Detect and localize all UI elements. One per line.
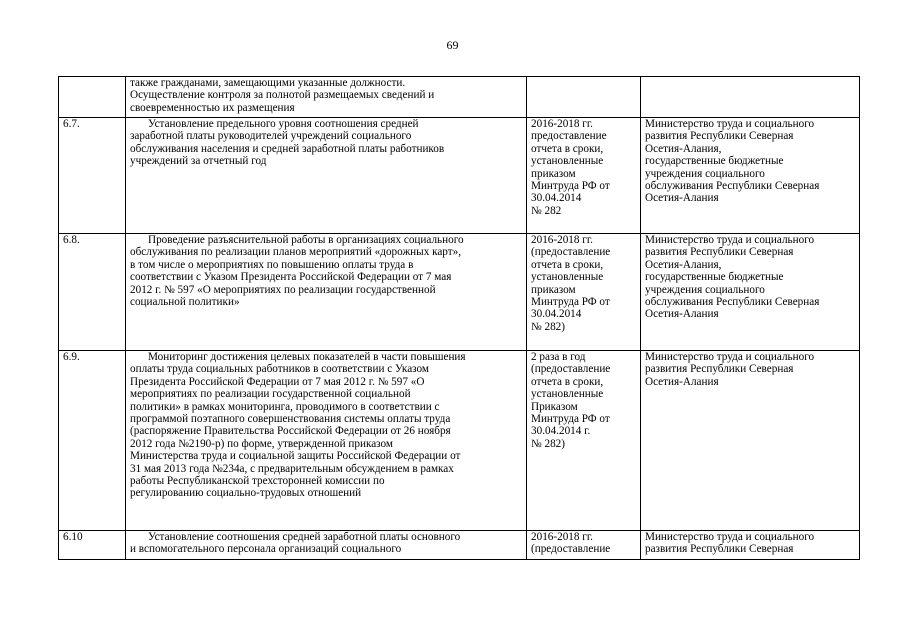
responsible-line: Осетия-Алания, (645, 142, 722, 155)
text-line: 31 мая 2013 года №234а, с предварительным обсуждением в рамках (130, 462, 454, 475)
text-line: регулированию социально-трудовых отношений (130, 487, 362, 500)
text-line: Министерства труда и социальной защиты Российской Федерации от (130, 450, 461, 463)
measures-table (58, 76, 860, 560)
text-line: и вспомогательного персонала организаций социального (130, 543, 402, 556)
table-row (59, 118, 860, 234)
text-line: Установление соотношения средней заработной платы основного (148, 531, 461, 543)
term-cell (527, 531, 641, 560)
text-line: своевременностью их размещения (130, 101, 295, 114)
text-line: обслуживания по реализации планов мероприятий «дорожных карт», (130, 246, 462, 259)
responsible-line: обслуживания Республики Северная (645, 296, 820, 309)
responsible-line: учреждения социального (645, 167, 765, 180)
text-line: заработной платы руководителей учреждений социального (130, 130, 412, 143)
term-line: 30.04.2014 (531, 192, 582, 205)
responsible-line: Министерство труда и социального (645, 531, 815, 543)
term-line: (предоставление (531, 363, 611, 376)
term-line: Минтруда РФ от (531, 296, 610, 309)
row-number-cell: 6.9. (59, 351, 126, 531)
term-cell (527, 234, 641, 351)
responsible-line: государственные бюджетные (645, 271, 784, 284)
measure-text-cell (126, 531, 527, 560)
term-line: отчета в сроки, (531, 375, 604, 388)
text-line: в том числе о мероприятиях по повышению оплаты труда в (130, 258, 414, 271)
text-line: оплаты труда социальных работников в соответствии с Указом (130, 363, 429, 376)
responsible-line: развития Республики Северная (645, 363, 794, 376)
table-row (59, 351, 860, 531)
responsible-line: государственные бюджетные (645, 155, 784, 168)
term-line: Минтруда РФ от (531, 413, 610, 426)
text-line: программой поэтапного совершенствования системы оплаты труда (130, 413, 451, 426)
term-line: приказом (531, 283, 576, 296)
text-line: Осуществление контроля за полнотой размещаемых сведений и (130, 89, 435, 102)
text-line: 2012 г. № 597 «О мероприятиях по реализации государственной (130, 283, 436, 296)
term-line: (предоставление (531, 246, 611, 259)
responsible-line: обслуживания Республики Северная (645, 180, 820, 193)
row-number-cell (59, 77, 126, 118)
row-number-cell: 6.7. (59, 118, 126, 234)
responsible-cell (641, 118, 860, 234)
responsible-line: Осетия-Алания (645, 308, 719, 321)
term-line: отчета в сроки, (531, 142, 604, 155)
text-line: Мониторинг достижения целевых показателей в части повышения (148, 351, 466, 363)
responsible-line: учреждения социального (645, 283, 765, 296)
row-number-cell: 6.10 (59, 531, 126, 560)
term-line: 2016-2018 гг. (531, 234, 593, 246)
responsible-line: развития Республики Северная (645, 130, 794, 143)
responsible-line: Осетия-Алания (645, 192, 719, 205)
responsible-line: Министерство труда и социального (645, 351, 815, 363)
term-line: установленные (531, 271, 604, 284)
term-line: Минтруда РФ от (531, 180, 610, 193)
responsible-cell (641, 234, 860, 351)
term-line: № 282) (531, 437, 565, 450)
measure-text-cell (126, 77, 527, 118)
term-cell (527, 351, 641, 531)
responsible-cell (641, 77, 860, 118)
text-line: соответствии с Указом Президента Российской Федерации от 7 мая (130, 271, 452, 284)
term-line: предоставление (531, 130, 607, 143)
term-cell (527, 77, 641, 118)
text-line: (распоряжение Правительства Российской Федерации от 26 ноября (130, 425, 451, 438)
table-row (59, 531, 860, 560)
measure-text-cell (126, 351, 527, 531)
term-line: (предоставление (531, 543, 611, 556)
responsible-line: развития Республики Северная (645, 246, 794, 259)
text-line: Установление предельного уровня соотношения средней (148, 118, 419, 130)
text-line: политики» в рамках мониторинга, проводимого в соответствии с (130, 400, 440, 413)
text-line: работы Республиканской трехсторонней комиссии по (130, 475, 385, 488)
measure-text-cell (126, 118, 527, 234)
term-line: 30.04.2014 (531, 308, 582, 321)
responsible-line: развития Республики Северная (645, 543, 794, 556)
text-line: учреждений за отчетный год (130, 155, 267, 168)
term-line: № 282 (531, 204, 562, 217)
term-line: № 282) (531, 320, 565, 333)
term-line: приказом (531, 167, 576, 180)
table-row (59, 234, 860, 351)
table-row (59, 77, 860, 118)
responsible-line: Министерство труда и социального (645, 234, 815, 246)
term-line: установленные (531, 388, 604, 401)
responsible-line: Осетия-Алания (645, 375, 719, 388)
term-line: отчета в сроки, (531, 258, 604, 271)
text-line: обслуживания населения и средней заработной платы работников (130, 142, 445, 155)
term-line: установленные (531, 155, 604, 168)
measure-text-cell (126, 234, 527, 351)
page-number: 69 (446, 38, 459, 52)
term-line: 2016-2018 гг. (531, 118, 593, 130)
text-line: социальной политики» (130, 296, 240, 309)
text-line: 2012 года №2190-р) по форме, утвержденной приказом (130, 437, 393, 450)
row-number-cell: 6.8. (59, 234, 126, 351)
term-line: 2016-2018 гг. (531, 531, 593, 543)
term-cell (527, 118, 641, 234)
text-line: Президента Российской Федерации от 7 мая 2012 г. № 597 «О (130, 375, 425, 388)
responsible-cell (641, 531, 860, 560)
text-line: мероприятиях по реализации государственной социальной (130, 388, 411, 401)
responsible-line: Осетия-Алания, (645, 258, 722, 271)
text-line: также гражданами, замещающими указанные должности. (130, 77, 406, 89)
term-line: 2 раза в год (531, 351, 586, 363)
responsible-line: Министерство труда и социального (645, 118, 815, 130)
responsible-cell (641, 351, 860, 531)
text-line: Проведение разъяснительной работы в организациях социального (148, 234, 464, 246)
term-line: 30.04.2014 г. (531, 425, 591, 438)
term-line: Приказом (531, 400, 578, 413)
